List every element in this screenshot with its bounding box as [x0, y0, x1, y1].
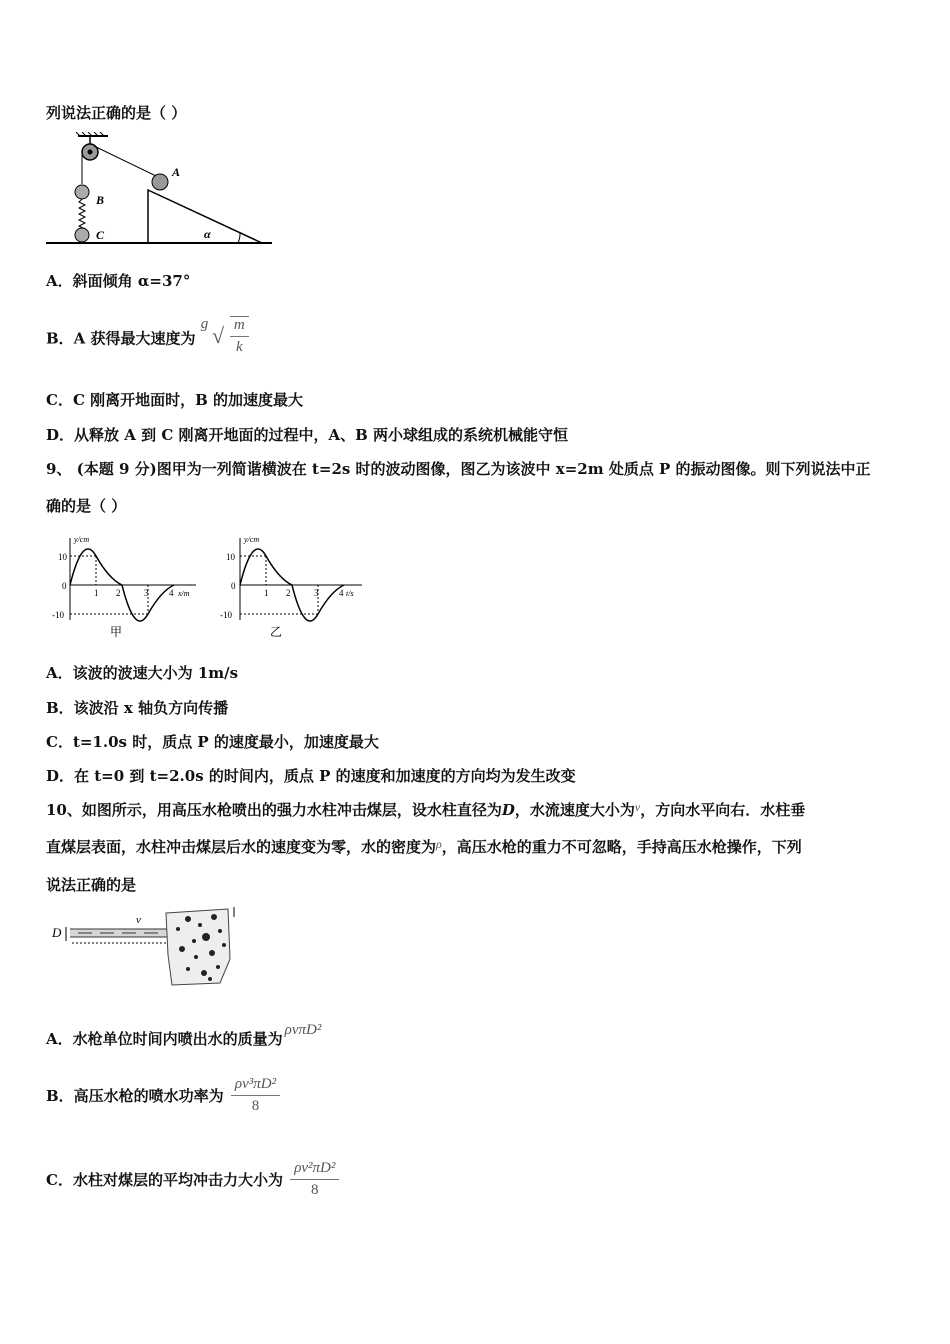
yi-y-top: 10 [226, 552, 235, 562]
q10-stem-line1-post: ，方向水平向右．水柱垂 [640, 801, 806, 819]
yi-y-bottom: -10 [220, 610, 232, 620]
q8-option-a: A．斜面倾角 α=37° [46, 272, 191, 290]
q8-label-c: C [96, 228, 105, 242]
jia-y-bottom: -10 [52, 610, 64, 620]
q10-option-b [46, 1076, 280, 1115]
q10-option-a-text: A．水枪单位时间内喷出水的质量为 [46, 1030, 283, 1048]
radical-sign: √ [212, 323, 225, 348]
q10-fig-label-d: D [52, 925, 62, 940]
jia-y-zero: 0 [62, 581, 67, 591]
q10-var-d: D [501, 801, 515, 819]
q10-stem-line1-pre: 10、如图所示，用高压水枪喷出的强力水柱冲击煤层，设水柱直径为 [46, 801, 502, 819]
yi-y-zero: 0 [231, 581, 236, 591]
yi-tick-2: 2 [286, 588, 291, 598]
q8-label-a: A [172, 165, 181, 179]
q10-option-a [46, 1022, 322, 1049]
q10-stem-line1 [46, 799, 805, 820]
q9-vibration-graph-yi [216, 530, 366, 640]
formula-g: g [200, 316, 209, 332]
q10-stem-line2-pre: 直煤层表面，水柱冲击煤层后水的速度变为零，水的密度为 [46, 838, 437, 856]
q8-option-b [46, 316, 249, 360]
q10-stem-line2-post: ，高压水枪的重力不可忽略，手持高压水枪操作，下列 [441, 838, 802, 856]
jia-caption: 甲 [110, 625, 123, 639]
q8-pulley-incline-figure [44, 132, 276, 252]
q10-stem-line3: 说法正确的是 [46, 876, 137, 894]
q9-stem-line2: 确的是（ ） [46, 497, 127, 515]
formula-den-k: k [235, 339, 243, 355]
jia-tick-4: 4 [169, 588, 174, 598]
q9-option-d: D．在 t=0 到 t=2.0s 的时间内，质点 P 的速度和加速度的方向均为发生改变 [46, 767, 576, 785]
jia-tick-3: 3 [144, 588, 149, 598]
jia-y-top: 10 [58, 552, 67, 562]
q10-option-c-den: 8 [311, 1182, 319, 1198]
q9-option-c: C．t=1.0s 时，质点 P 的速度最小，加速度最大 [46, 733, 379, 751]
yi-xlabel: t/s [346, 589, 354, 598]
q10-stem-line1-mid: ，水流速度大小为 [514, 801, 635, 819]
q8-stem-tail: 列说法正确的是（ ） [46, 104, 187, 122]
q8-option-b-text: B．A 获得最大速度为 [46, 329, 196, 348]
q8-option-b-formula [201, 316, 249, 356]
q8-label-b: B [96, 193, 105, 207]
q10-water-jet-figure [48, 905, 240, 991]
q9-stem-line1: 9、 (本题 9 分)图甲为一列简谐横波在 t=2s 时的波动图像，图乙为该波中 x=2m 处质点 P 的振动图像。则下列说法中正 [46, 460, 871, 478]
jia-tick-1: 1 [94, 588, 99, 598]
q9-option-a: A．该波的波速大小为 1m/s [46, 664, 239, 682]
q10-stem-line2 [46, 836, 802, 857]
yi-ylabel: y/cm [244, 535, 260, 544]
q8-option-c: C．C 刚离开地面时，B 的加速度最大 [46, 391, 304, 409]
q10-fig-label-v: v [136, 914, 141, 926]
q9-option-b: B．该波沿 x 轴负方向传播 [46, 699, 229, 717]
yi-tick-1: 1 [264, 588, 269, 598]
q10-option-c [46, 1160, 339, 1199]
q10-var-v: v [634, 800, 641, 814]
q10-option-b-num: ρv³πD² [231, 1076, 280, 1096]
q10-option-c-formula [290, 1160, 339, 1199]
yi-tick-4: 4 [339, 588, 344, 598]
q10-option-b-text: B．高压水枪的喷水功率为 [46, 1087, 224, 1105]
q10-option-b-den: 8 [251, 1098, 260, 1114]
q10-option-c-text: C．水柱对煤层的平均冲击力大小为 [46, 1171, 283, 1189]
q10-option-a-formula: ρvπD² [284, 1022, 322, 1038]
formula-num-m: m [230, 317, 249, 337]
q8-label-alpha: α [204, 227, 211, 241]
q10-option-c-num: ρv²πD² [290, 1160, 339, 1180]
jia-tick-2: 2 [116, 588, 121, 598]
q9-wave-graph-jia [50, 530, 200, 640]
q10-var-rho: ρ [436, 837, 442, 851]
yi-tick-3: 3 [314, 588, 319, 598]
jia-ylabel: y/cm [74, 535, 90, 544]
yi-caption: 乙 [270, 625, 283, 639]
q8-option-d: D．从释放 A 到 C 刚离开地面的过程中，A、B 两小球组成的系统机械能守恒 [46, 426, 569, 444]
jia-xlabel: x/m [178, 589, 190, 598]
q10-option-b-formula [231, 1076, 280, 1115]
